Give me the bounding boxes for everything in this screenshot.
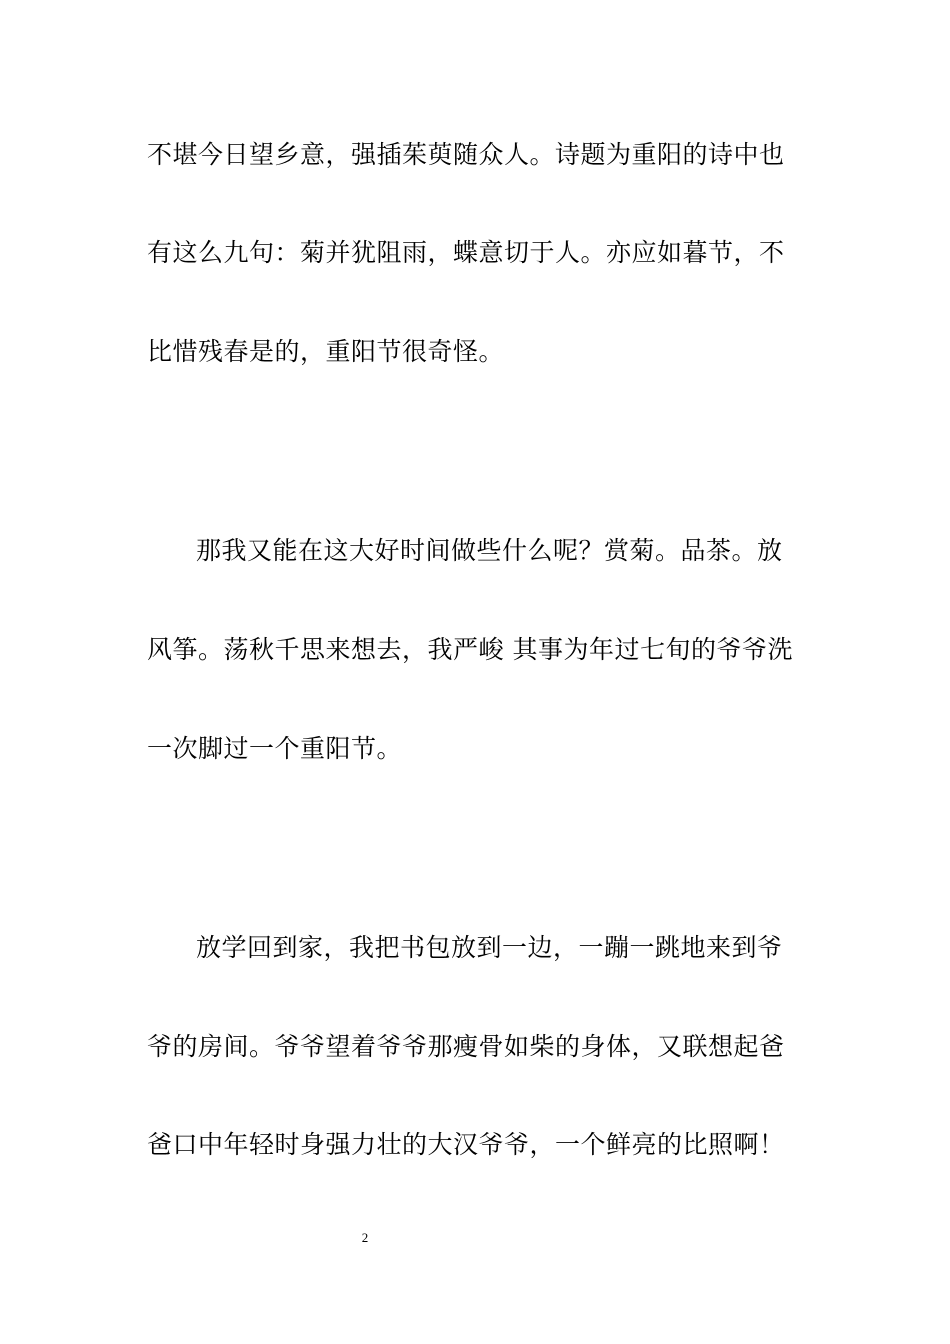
text-line: 风筝。荡秋千思来想去，我严峻 其事为年过七旬的爷爷洗 bbox=[147, 635, 793, 664]
text-line: 不堪今日望乡意，强插茱萸随众人。诗题为重阳的诗中也 bbox=[147, 140, 785, 169]
text-line: 一次脚过一个重阳节。 bbox=[147, 734, 403, 763]
text-line: 有这么九句：菊并犹阻雨，蝶意切于人。亦应如暮节，不 bbox=[147, 238, 785, 267]
text-line: 放学回到家，我把书包放到一边，一蹦一跳地来到爷 bbox=[196, 933, 783, 962]
page-number: 2 bbox=[361, 1230, 369, 1245]
text-line: 比惜残春是的，重阳节很奇怪。 bbox=[147, 337, 505, 366]
text-line: 爷的房间。爷爷望着爷爷那瘦骨如柴的身体，又联想起爸 bbox=[147, 1032, 785, 1061]
text-line: 爸口中年轻时身强力壮的大汉爷爷，一个鲜亮的比照啊！ bbox=[147, 1130, 785, 1159]
text-line: 那我又能在这大好时间做些什么呢？赏菊。品茶。放 bbox=[196, 536, 783, 565]
